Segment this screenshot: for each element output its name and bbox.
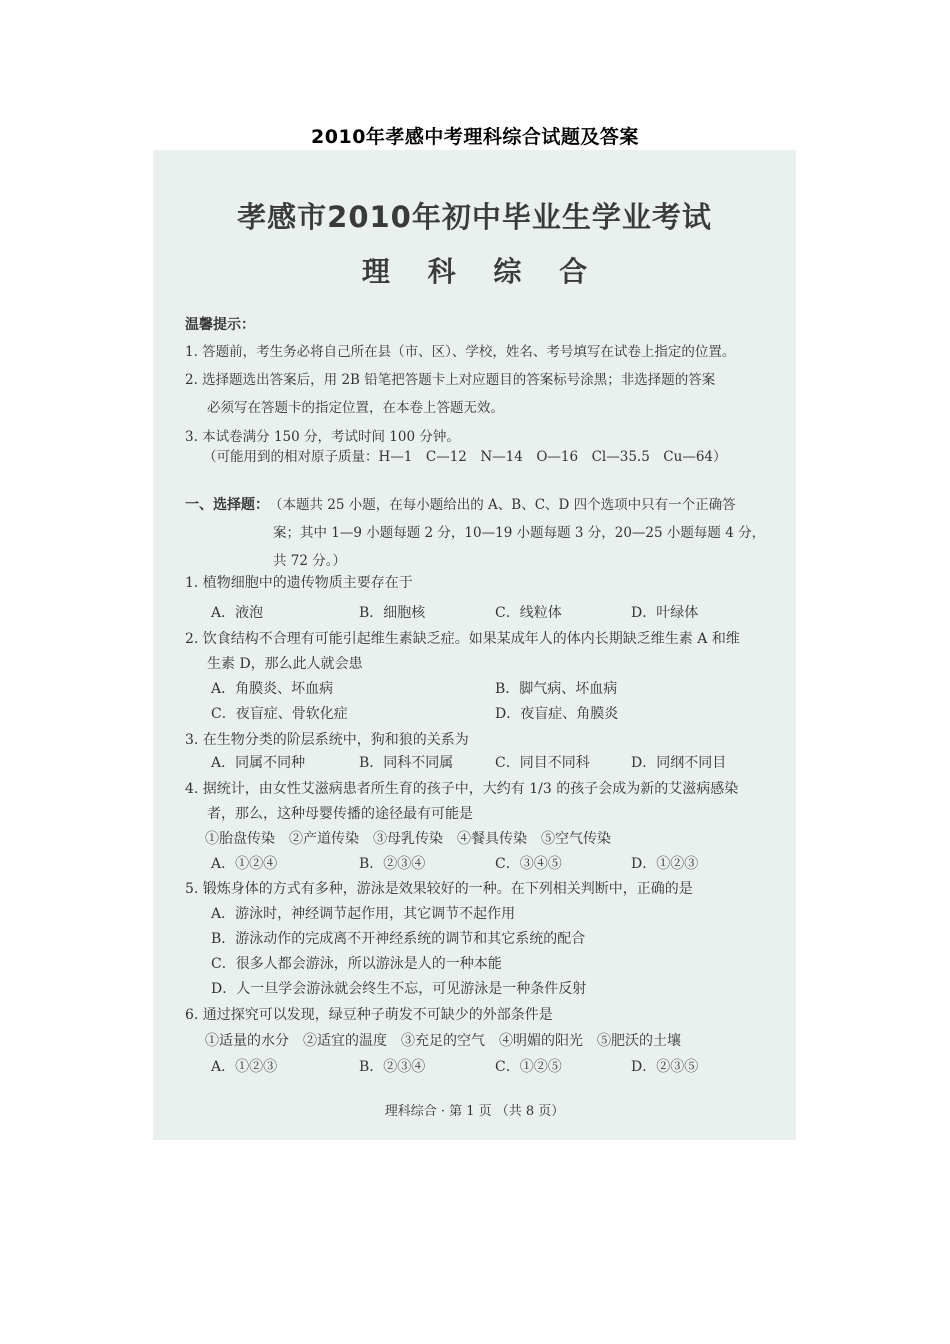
tip-2-line-2: 必须写在答题卡的指定位置，在本卷上答题无效。 — [207, 400, 504, 416]
section-desc-line-1: （本题共 25 小题，在每小题给出的 A、B、C、D 四个选项中只有一个正确答 — [269, 497, 736, 513]
question-3-option-a: A．同属不同种 — [211, 755, 306, 771]
question-1-option-d: D．叶绿体 — [631, 605, 699, 621]
question-4-option-d: D．①②③ — [631, 856, 699, 872]
exam-subject: 理 科 综 合 — [361, 255, 602, 288]
question-4-option-a: A．①②④ — [211, 856, 278, 872]
question-6-option-c: C．①②⑤ — [495, 1059, 562, 1075]
scanned-exam-page — [153, 150, 796, 1140]
question-6-conditions: ①适量的水分 ②适宜的温度 ③充足的空气 ④明媚的阳光 ⑤肥沃的土壤 — [205, 1033, 681, 1049]
question-3-stem: 3. 在生物分类的阶层系统中，狗和狼的关系为 — [185, 732, 469, 748]
question-1-option-c: C．线粒体 — [495, 605, 562, 621]
question-2-stem-line-2: 生素 D，那么此人就会患 — [207, 656, 363, 672]
question-5-option-d: D．人一旦学会游泳就会终生不忘，可见游泳是一种条件反射 — [211, 981, 587, 997]
question-2-option-d: D．夜盲症、角膜炎 — [495, 706, 619, 722]
atomic-mass-note: （可能用到的相对原子质量：H—1 C—12 N—14 O—16 Cl—35.5 Cu—64） — [203, 449, 727, 465]
question-3-option-d: D．同纲不同目 — [631, 755, 727, 771]
exam-header: 孝感市2010年初中毕业生学业考试 — [237, 200, 712, 234]
question-1-stem: 1. 植物细胞中的遗传物质主要存在于 — [185, 575, 413, 591]
question-5-option-c: C．很多人都会游泳，所以游泳是人的一种本能 — [211, 956, 502, 972]
question-6-stem: 6. 通过探究可以发现，绿豆种子萌发不可缺少的外部条件是 — [185, 1007, 553, 1023]
tips-label: 温馨提示： — [185, 317, 255, 333]
question-5-option-b: B．游泳动作的完成离不开神经系统的调节和其它系统的配合 — [211, 931, 586, 947]
question-1-option-b: B．细胞核 — [359, 605, 426, 621]
question-1-option-a: A．液泡 — [211, 605, 264, 621]
question-4-routes: ①胎盘传染 ②产道传染 ③母乳传染 ④餐具传染 ⑤空气传染 — [205, 831, 611, 847]
question-3-option-c: C．同目不同科 — [495, 755, 590, 771]
section-desc-line-3: 共 72 分。） — [273, 553, 347, 569]
question-5-option-a: A．游泳时，神经调节起作用，其它调节不起作用 — [211, 906, 516, 922]
tip-2-line-1: 2. 选择题选出答案后，用 2B 铅笔把答题卡上对应题目的答案标号涂黑；非选择题的答案 — [185, 372, 716, 388]
tip-1: 1. 答题前，考生务必将自己所在县（市、区）、学校，姓名、考号填写在试卷上指定的位置。 — [185, 344, 736, 360]
question-4-option-b: B．②③④ — [359, 856, 426, 872]
question-6-option-a: A．①②③ — [211, 1059, 278, 1075]
question-6-option-b: B．②③④ — [359, 1059, 426, 1075]
question-3-option-b: B．同科不同属 — [359, 755, 454, 771]
question-4-stem-line-1: 4. 据统计，由女性艾滋病患者所生育的孩子中，大约有 1/3 的孩子会成为新的艾滋病感染 — [185, 781, 739, 797]
question-6-option-d: D．②③⑤ — [631, 1059, 699, 1075]
question-2-stem-line-1: 2. 饮食结构不合理有可能引起维生素缺乏症。如果某成年人的体内长期缺乏维生素 A 和维 — [185, 631, 740, 647]
section-label: 一、选择题： — [185, 497, 269, 513]
tip-3: 3. 本试卷满分 150 分，考试时间 100 分钟。 — [185, 429, 460, 445]
document-title: 2010年孝感中考理科综合试题及答案 — [311, 126, 639, 148]
question-4-option-c: C．③④⑤ — [495, 856, 562, 872]
question-2-option-c: C．夜盲症、骨软化症 — [211, 706, 348, 722]
question-2-option-a: A．角膜炎、坏血病 — [211, 681, 334, 697]
section-desc-line-2: 案；其中 1—9 小题每题 2 分，10—19 小题每题 3 分，20—25 小题每题 4 分， — [273, 525, 766, 541]
question-2-option-b: B．脚气病、坏血病 — [495, 681, 618, 697]
page-footer: 理科综合 · 第 1 页 （共 8 页） — [384, 1104, 565, 1119]
question-4-stem-line-2: 者，那么，这种母婴传播的途径最有可能是 — [207, 806, 473, 822]
question-5-stem: 5. 锻炼身体的方式有多种，游泳是效果较好的一种。在下列相关判断中，正确的是 — [185, 881, 693, 897]
